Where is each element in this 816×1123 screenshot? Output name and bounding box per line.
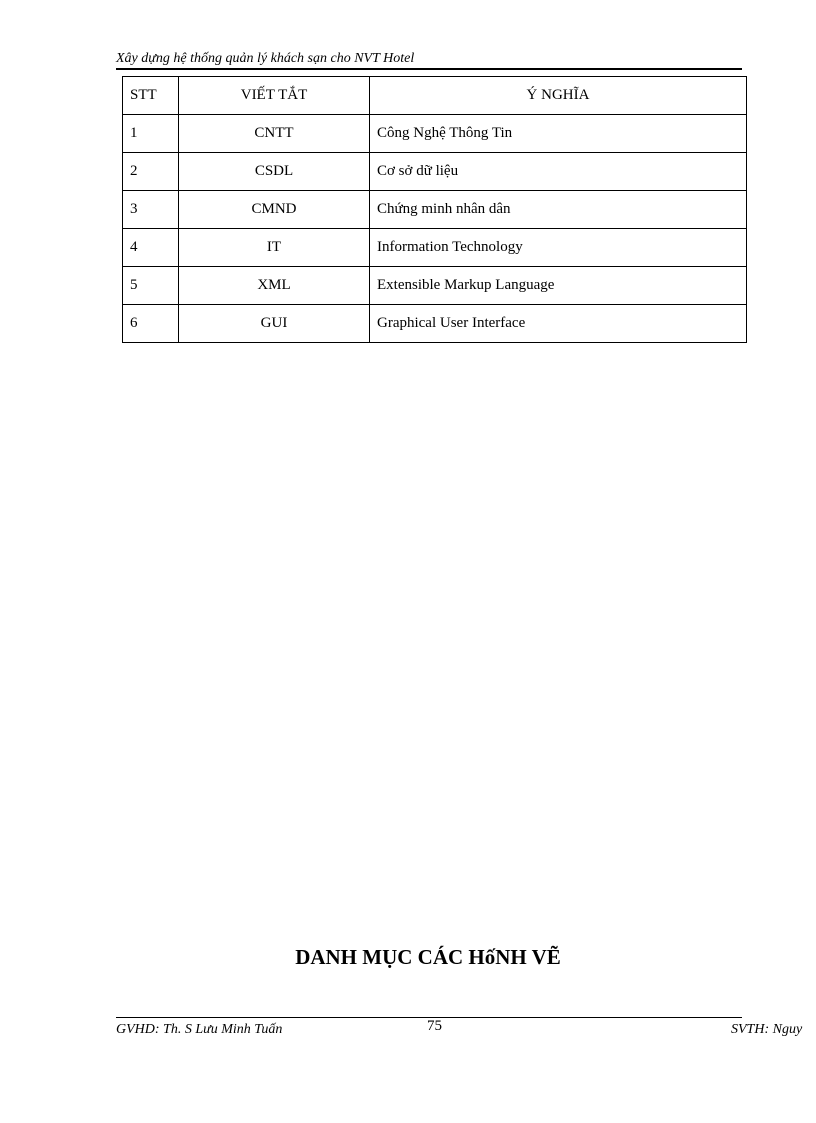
row-abbreviation: CMND (179, 191, 370, 229)
header-rule (116, 68, 742, 70)
row-abbreviation: CNTT (179, 115, 370, 153)
row-abbreviation: CSDL (179, 153, 370, 191)
row-meaning: Information Technology (370, 229, 747, 267)
table-row (123, 305, 747, 343)
table-header-row (123, 77, 747, 115)
row-abbreviation: XML (179, 267, 370, 305)
page-number: 75 (427, 1018, 442, 1034)
table-row (123, 153, 747, 191)
row-abbreviation: GUI (179, 305, 370, 343)
row-meaning: Cơ sở dữ liệu (370, 153, 747, 191)
row-abbreviation: IT (179, 229, 370, 267)
row-number: 5 (123, 267, 179, 305)
column-header-meaning: Ý NGHĨA (370, 77, 747, 115)
row-number: 2 (123, 153, 179, 191)
row-meaning: Graphical User Interface (370, 305, 747, 343)
row-number: 4 (123, 229, 179, 267)
row-number: 3 (123, 191, 179, 229)
table-row (123, 115, 747, 153)
column-header-stt: STT (123, 77, 179, 115)
section-title: DANH MỤC CÁC HốNH VẼ (295, 945, 561, 969)
table-row (123, 229, 747, 267)
row-meaning: Công Nghệ Thông Tin (370, 115, 747, 153)
table-row (123, 191, 747, 229)
footer-student: SVTH: Nguy (731, 1022, 803, 1037)
row-number: 6 (123, 305, 179, 343)
abbreviation-table (122, 76, 747, 343)
page-header-title: Xây dựng hệ thống quản lý khách sạn cho NVT Hotel (116, 51, 415, 66)
row-meaning: Chứng minh nhân dân (370, 191, 747, 229)
row-meaning: Extensible Markup Language (370, 267, 747, 305)
column-header-abbreviation: VIẾT TẮT (179, 77, 370, 115)
row-number: 1 (123, 115, 179, 153)
footer-supervisor: GVHD: Th. S Lưu Minh Tuấn (116, 1022, 283, 1037)
table-row (123, 267, 747, 305)
